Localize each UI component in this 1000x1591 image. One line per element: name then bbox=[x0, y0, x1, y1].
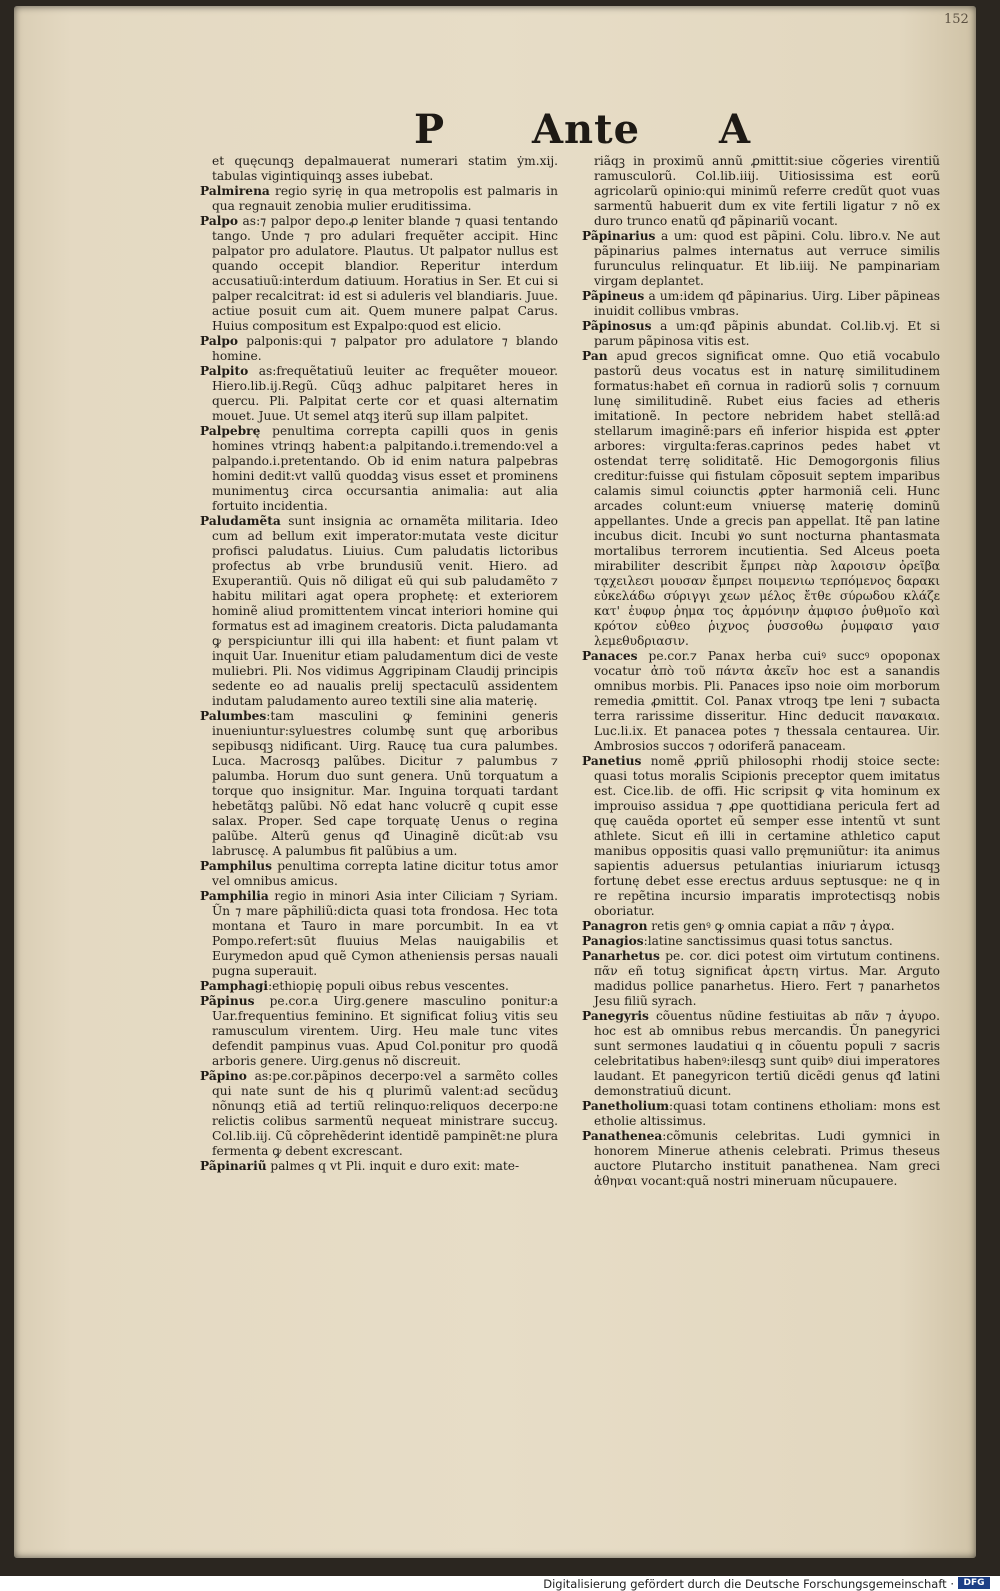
right-text-column bbox=[582, 154, 940, 1302]
entry-headword: Pãpinosus bbox=[582, 319, 652, 333]
dictionary-entry bbox=[582, 949, 940, 1009]
entry-headword: Palpito bbox=[200, 364, 249, 378]
entry-text: regio syrię in qua metropolis est palmaris in qua regnauit zenobia mulier eruditissima. bbox=[212, 184, 558, 213]
entry-headword: Pãpino bbox=[200, 1069, 247, 1083]
entry-text: cõuentus nũdine festiuitas ab πᾶν ⁊ ἀγυρο. hoc est ab omnibus rebus mercandis. Ũn panegyrici sunt sermones laudatiui q in cõuentu populi ⁊ sacris celebritatibus habenꝰ:ilesqꝫ sunt quibꝰ diui imperatores laudant. Et panegyricon tertiũ dicẽdi genus qđ latini demonstratiuũ dicunt. bbox=[594, 1009, 940, 1098]
entry-text: :latine sanctissimus quasi totus sanctus. bbox=[643, 934, 893, 948]
dictionary-entry bbox=[200, 994, 558, 1069]
running-header bbox=[14, 106, 976, 156]
entry-headword: Palmirena bbox=[200, 184, 270, 198]
entry-text: a um:qđ pãpinis abundat. Col.lib.vj. Et si parum pãpinosa vitis est. bbox=[594, 319, 940, 348]
dictionary-entry bbox=[200, 709, 558, 859]
entry-headword: Panarhetus bbox=[582, 949, 660, 963]
dictionary-entry bbox=[582, 319, 940, 349]
entry-text: et quęcunqꝫ depalmauerat numerari statim ẏm.xij. tabulas vigintiquinqꝫ asses iubebat. bbox=[212, 154, 558, 183]
entry-headword: Palpo bbox=[200, 334, 239, 348]
entry-headword: Palumbes bbox=[200, 709, 267, 723]
dfg-logo: DFG bbox=[958, 1577, 990, 1589]
entry-text: as:frequẽtatiuũ leuiter ac frequẽter moueor. Hiero.lib.ij.Regũ. Cũqꝫ adhuc palpitaret heres in quercu. Pli. Palpitat certe cor et quasi alternatim mouet. Juue. Ut semel atqꝫ iterũ sup illam palpitet. bbox=[212, 364, 558, 423]
dictionary-entry bbox=[200, 1159, 558, 1174]
entry-headword: Pan bbox=[582, 349, 608, 363]
dictionary-entry bbox=[582, 289, 940, 319]
dictionary-entry bbox=[200, 1069, 558, 1159]
entry-headword: Pãpineus bbox=[582, 289, 645, 303]
dictionary-entry bbox=[200, 184, 558, 214]
dictionary-entry bbox=[582, 649, 940, 754]
header-letter-left: P bbox=[414, 106, 446, 153]
entry-text: a um:idem qđ pãpinarius. Uirg. Liber pãpineas inuidit collibus vmbras. bbox=[594, 289, 940, 318]
entry-text: regio in minori Asia inter Ciliciam ⁊ Syriam. Ũn ⁊ mare pãphiliũ:dicta quasi tota frondosa. Hec tota montana et Tauro in mare porcumbit. In ea vt Pompo.refert:sūt fluuius Melas nauigabilis et Eurymedon apud quẽ Cymon atheniensis persas nauali pugna superauit. bbox=[212, 889, 558, 978]
entry-text: sunt insignia ac ornamẽta militaria. Ideo cum ad bellum exit imperator:mutata veste dicitur profisci paludatus. Liuius. Cum paludatis lictoribus profectus ab vrbe brundusiũ venit. Hiero. ad Exuperantiũ. Quis nõ diligat eũ qui sub paludamẽto ⁊ habitu militari agat opera prophetę: et exteriorem hominẽ aliud promittentem vincat interiori homine qui formatus est ad imaginem creatoris. Dicta paludamanta ꝙ perspiciuntur illi qui illa habent: et fiunt palam vt inquit Uar. Inuenitur etiam paludamentum dici de veste muliebri. Pli. Nos vidimus Aggripinam Claudij principis sedente eo ad naualis prelij spectaculũ assidentem indutam paludamento aureo textili sine alia materię. bbox=[212, 514, 558, 708]
entry-headword: Pamphilia bbox=[200, 889, 269, 903]
entry-headword: Panegyris bbox=[582, 1009, 649, 1023]
footer-credit: Digitalisierung gefördert durch die Deutsche Forschungsgemeinschaft · bbox=[543, 1577, 954, 1591]
entry-text: nomẽ ꝓpriũ philosophi rhodij stoice secte: quasi totus moralis Scipionis preceptor quem imitatus est. Cice.lib. de offi. Hic scripsit ꝙ vita hominum ex improuiso assidua ⁊ ꝓpe quottidiana pericula fert ad quę cauẽda oportet eũ semper esse intentũ vt sunt athlete. Sicut eñ illi in certamine athletico caput manibus oppositis quasi vallo pręmuniũtur: ita animus sapientis aduersus petulantias iniuriarum ictusqꝫ fortunę debet esse erectus arduus septusque: ne q in re repẽtina incursio imparatis improtectisqꝫ nobis oboriatur. bbox=[594, 754, 940, 918]
dictionary-entry bbox=[582, 919, 940, 934]
entry-text: palmes q vt Pli. inquit e duro exit: mate- bbox=[266, 1159, 520, 1173]
entry-headword: Paludamẽta bbox=[200, 514, 281, 528]
entry-text: :ethiopię populi oibus rebus vescentes. bbox=[268, 979, 509, 993]
entry-text: pe.cor.a Uirg.genere masculino ponitur:a Uar.frequentius feminino. Et significat foliuꝫ vitis seu ramusculum virentem. Uirg. Heu male tunc vites defendit pampinus vuas. Apud Col.ponitur pro quodã arboris genere. Uirg.genus nõ discreuit. bbox=[212, 994, 558, 1068]
left-text-column bbox=[200, 154, 558, 1300]
dictionary-entry bbox=[200, 889, 558, 979]
entry-text: palponis:qui ⁊ palpator pro adulatore ⁊ blando homine. bbox=[212, 334, 558, 363]
dictionary-entry bbox=[582, 754, 940, 919]
entry-headword: Panagron bbox=[582, 919, 648, 933]
entry-text: apud grecos significat omne. Quo etiã vocabulo pastorũ deus vocatus est in naturę similitudinem formatus:habet eñ cornua in radiorũ solis ⁊ cornuum lunę similitudinẽ. Rubet eius facies ad etheris imitationẽ. In pectore nebridem habet stellã:ad stellarum imaginẽ:pars eñ inferior hispida est ꝓpter arbores: virgulta:feras.caprinos pedes habet vt ostendat terrę soliditatẽ. Hic Demogorgonis filius creditur:fuisse qui fistulam cõposuit septem imparibus calamis simul coiunctis ꝓpter harmoniã celi. Hunc arcades colunt:eum vniuersę materię dominũ appellantes. Unde a grecis pan appellat. Itẽ pan latine incubus dicit. Incubi ꝟo sunt nocturna phantasmata mortalibus terrorem incutientia. Sed Alceus poeta mirabiliter describit ἔμπρει πὰρ λαροισιν ὀρεῖβα τᾳχειλεσι μουσαν ἔμπρει ποιμενιω τερπόμενος δαρακι εὐκελάδω σύριγγι χεων μέλος ἔτθε σύρωδου κλάζε κατ' ἐυφυρ ῥημα τος ἀρμόνιην ἀμφισο ῥυθμοῖο καὶ κρότον εὐθεο ῥιχνος ῥυσσοθω ῥυμφαισ γαισ λεμεθυδριασιν. bbox=[594, 349, 940, 648]
header-word: Ante bbox=[532, 106, 641, 153]
dictionary-entry bbox=[200, 214, 558, 334]
entry-headword: Panaces bbox=[582, 649, 638, 663]
entry-text: retis genꝰ ꝙ omnia capiat a πᾶν ⁊ ἀγρα. bbox=[647, 919, 895, 933]
entry-text: riãqꝫ in proximũ annũ ꝓmittit:siue cõgeries virentiũ ramusculorũ. Col.lib.iiij. Uitiosissima est eorũ agricolarũ opinio:qui minimũ referre credũt quot vuas sarmentũ habuerit dum ex vite fertili ligatur ⁊ nõ ex duro trunco enatũ qđ pãpinariũ vocant. bbox=[594, 154, 940, 228]
dictionary-entry bbox=[582, 1009, 940, 1099]
dictionary-entry bbox=[200, 334, 558, 364]
entry-text: pe. cor. dici potest oim virtutum continens. πᾶν eñ totuꝫ significat ἀρετη virtus. Mar. Arguto madidus pollice panarhetus. Hiero. Fert ⁊ panarhetos Jesu filiũ syrach. bbox=[594, 949, 940, 1008]
entry-text: a um: quod est pãpini. Colu. libro.v. Ne aut pãpinarius palmes internatus aut verruce similis furunculus relinquatur. Et lib.iiij. Ne pampinariam virgam deplantet. bbox=[594, 229, 940, 288]
dictionary-entry bbox=[582, 1099, 940, 1129]
dictionary-entry bbox=[200, 154, 558, 184]
dictionary-entry bbox=[582, 154, 940, 229]
dictionary-entry bbox=[582, 349, 940, 649]
scanned-page bbox=[14, 6, 976, 1558]
entry-headword: Panetius bbox=[582, 754, 642, 768]
dictionary-entry bbox=[200, 364, 558, 424]
entry-headword: Pamphagi bbox=[200, 979, 269, 993]
entry-headword: Pãpinus bbox=[200, 994, 255, 1008]
dictionary-entry bbox=[200, 859, 558, 889]
dictionary-entry bbox=[582, 934, 940, 949]
dictionary-entry bbox=[200, 424, 558, 514]
entry-text: :quasi totam continens etholiam: mons est etholie altissimus. bbox=[594, 1099, 940, 1128]
dictionary-entry bbox=[200, 979, 558, 994]
dictionary-entry bbox=[582, 1129, 940, 1189]
dictionary-entry bbox=[200, 514, 558, 709]
entry-headword: Panagios bbox=[582, 934, 644, 948]
entry-text: :cõmunis celebritas. Ludi gymnici in honorem Minerue athenis celebrati. Primus theseus auctore Plutarcho instituit panathenea. Nam greci ἀθηναι vocant:quã nostri mineruam nũcupauere. bbox=[594, 1129, 940, 1188]
header-letter-right: A bbox=[719, 106, 752, 153]
entry-headword: Pãpinariũ bbox=[200, 1159, 267, 1173]
entry-text: :tam masculini ꝙ feminini generis inueniuntur:syluestres columbę sunt quę arboribus sepibusqꝫ nidificant. Uirg. Raucę tua cura palumbes. Luca. Macrosqꝫ palũbes. Dicitur ⁊ palumbus ⁊ palumba. Horum duo sunt genera. Unũ torquatum a torque quo insignitur. Mar. Inguina torquati tardant hebetãtqꝫ palũbi. Nõ edat hanc volucrẽ q cupit esse salax. Proper. Sed cape torquatę Uenus o regina palũbe. Alterũ genus qđ Uinaginẽ dicũt:ab vsu labruscę. A palumbus fit palũbius a um. bbox=[212, 709, 558, 858]
page-number: 152 bbox=[944, 12, 969, 27]
entry-headword: Palpo bbox=[200, 214, 239, 228]
entry-text: pe.cor.⁊ Panax herba cuiꝰ succꝰ opoponax vocatur ἀπὸ τοῦ πάντα ἀκεῖν hoc est a sanandis omnibus morbis. Pli. Panaces ipso noie oim morborum remedia ꝓmittit. Col. Panax vtroqꝫ tpe leni ⁊ subacta terra rarissime disseritur. Hinc deducit πανακαια. Luc.li.ix. Et panacea potes ⁊ thessala centaurea. Uir. Ambrosios succos ⁊ odoriferã panaceam. bbox=[594, 649, 940, 753]
entry-headword: Pamphilus bbox=[200, 859, 272, 873]
entry-text: penultima correpta capilli quos in genis homines vtrinqꝫ habent:a palpitando.i.tremendo:vel a palpando.i.pretentando. Ob id enim natura palpebras homini dedit:vt vallũ quoddaꝫ visus esset et prominens munimentuꝫ circa occursantia animalia: aut alia fortuito incidentia. bbox=[212, 424, 558, 513]
entry-headword: Pãpinarius bbox=[582, 229, 656, 243]
entry-text: penultima correpta latine dicitur totus amor vel omnibus amicus. bbox=[212, 859, 558, 888]
entry-headword: Palpebrę bbox=[200, 424, 261, 438]
entry-text: as:⁊ palpor depo.ꝓ leniter blande ⁊ quasi tentando tango. Unde ⁊ pro adulari frequẽter accipit. Hinc palpator pro adulatore. Plautus. Ut palpator nullus est quando occepit blandior. Reperitur interdum accusatiuũ:interdum datiuum. Horatius in Ser. Et cui si palper recalcitrat: id est si aduleris vel blandiaris. Juue. actiue posuit cum ait. Quem munere palpat Carus. Huius compositum est Expalpo:quod est elicio. bbox=[212, 214, 558, 333]
entry-headword: Panetholium bbox=[582, 1099, 669, 1113]
dictionary-entry bbox=[582, 229, 940, 289]
entry-text: as:pe.cor.pãpinos decerpo:vel a sarmẽto colles qui nate sunt de his q plurimũ valent:ad secũduꝫ nõnunqꝫ etiã ad tertiũ relinquo:reliquos decerpo:ne relictis colibus sarmentũ nequeat ministrare succuꝫ. Col.lib.iij. Cũ cõprehẽderint identidẽ pampinẽt:ne plura fermenta ꝙ debent excrescant. bbox=[212, 1069, 558, 1158]
entry-headword: Panathenea bbox=[582, 1129, 663, 1143]
